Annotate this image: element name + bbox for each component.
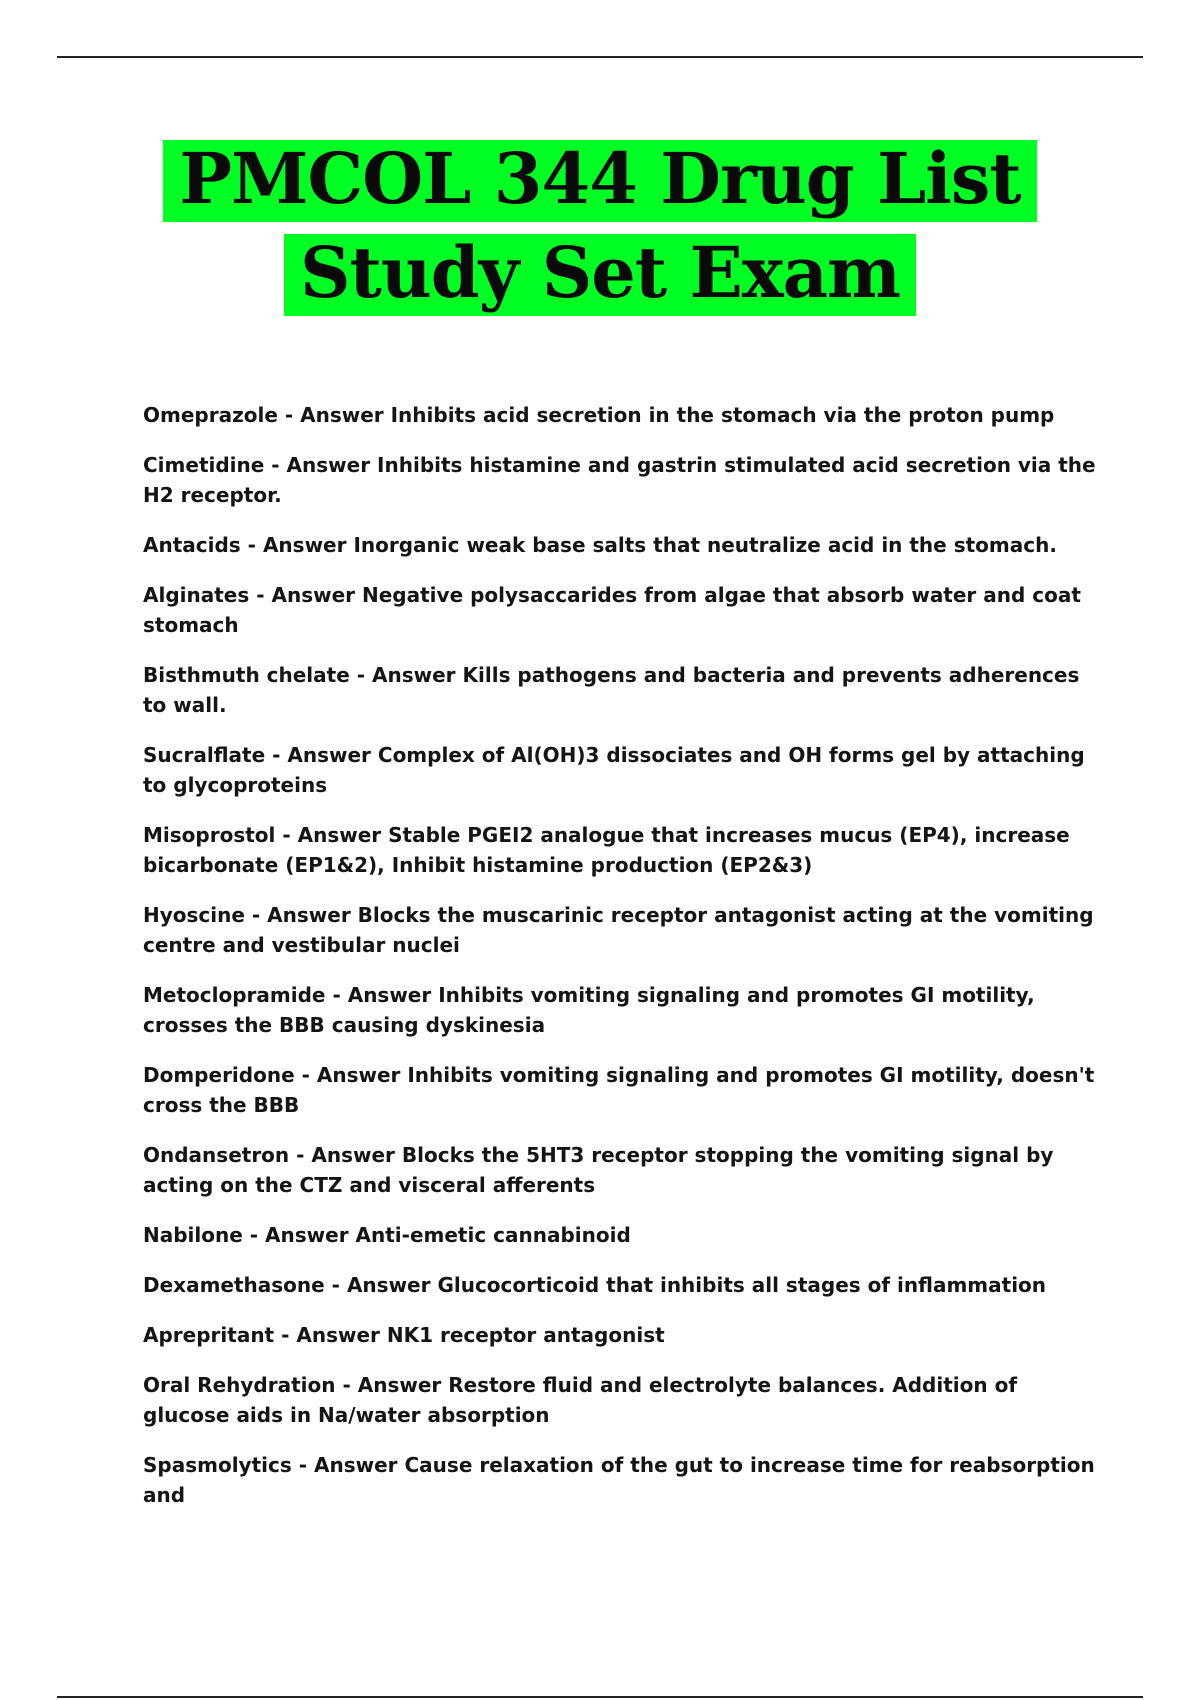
- title-line-2: Study Set Exam: [284, 234, 916, 316]
- drug-answer: Inhibits histamine and gastrin stimulated acid secretion via the H2 receptor.: [143, 453, 1096, 507]
- answer-separator: - Answer: [289, 1143, 402, 1167]
- answer-separator: - Answer: [277, 403, 391, 427]
- drug-entry: [143, 530, 1103, 560]
- drug-entry: [143, 1220, 1103, 1250]
- drug-term: Alginates: [143, 583, 250, 607]
- answer-separator: - Answer: [244, 903, 358, 927]
- answer-separator: - Answer: [335, 1373, 449, 1397]
- drug-entry: [143, 450, 1103, 510]
- drug-entry: [143, 1450, 1103, 1510]
- drug-term: Oral Rehydration: [143, 1373, 336, 1397]
- answer-separator: - Answer: [325, 983, 439, 1007]
- drug-term: Sucralflate: [143, 743, 266, 767]
- drug-answer: Inhibits vomiting signaling and promotes GI motility, doesn't cross the BBB: [143, 1063, 1095, 1117]
- drug-answer: Negative polysaccarides from algae that absorb water and coat stomach: [143, 583, 1081, 637]
- drug-term: Nabilone: [143, 1223, 243, 1247]
- drug-term: Hyoscine: [143, 903, 245, 927]
- document-title: [0, 137, 1200, 316]
- drug-answer: Inhibits vomiting signaling and promotes GI motility, crosses the BBB causing dyskinesia: [143, 983, 1035, 1037]
- drug-entry: [143, 900, 1103, 960]
- drug-term: Omeprazole: [143, 403, 278, 427]
- answer-separator: - Answer: [291, 1453, 405, 1477]
- answer-separator: - Answer: [240, 533, 354, 557]
- drug-answer: Kills pathogens and bacteria and prevents adherences to wall.: [143, 663, 1080, 717]
- drug-entry: [143, 400, 1103, 430]
- drug-entry: [143, 1060, 1103, 1120]
- drug-entry: [143, 1370, 1103, 1430]
- drug-term: Ondansetron: [143, 1143, 290, 1167]
- answer-separator: - Answer: [265, 743, 378, 767]
- drug-entry: [143, 1320, 1103, 1350]
- drug-entry: [143, 740, 1103, 800]
- drug-entry: [143, 660, 1103, 720]
- drug-term: Bisthmuth chelate: [143, 663, 350, 687]
- answer-separator: - Answer: [242, 1223, 356, 1247]
- drug-answer: Inhibits acid secretion in the stomach via the proton pump: [390, 403, 1055, 427]
- drug-entry: [143, 820, 1103, 880]
- drug-term: Aprepritant: [143, 1323, 275, 1347]
- drug-answer: Stable PGEI2 analogue that increases mucus (EP4), increase bicarbonate (EP1&2), Inhibit histamine production (EP2&3): [143, 823, 1070, 877]
- drug-answer: Glucocorticoid that inhibits all stages of inflammation: [437, 1273, 1047, 1297]
- drug-term: Misoprostol: [143, 823, 276, 847]
- answer-separator: - Answer: [264, 453, 378, 477]
- answer-separator: - Answer: [275, 823, 389, 847]
- answer-separator: - Answer: [249, 583, 362, 607]
- drug-entry: [143, 980, 1103, 1040]
- drug-answer: Blocks the 5HT3 receptor stopping the vomiting signal by acting on the CTZ and visceral afferents: [143, 1143, 1054, 1197]
- answer-separator: - Answer: [324, 1273, 438, 1297]
- drug-answer: Anti-emetic cannabinoid: [355, 1223, 631, 1247]
- drug-answer: NK1 receptor antagonist: [386, 1323, 665, 1347]
- drug-entry-list: [143, 400, 1103, 1530]
- drug-answer: Cause relaxation of the gut to increase time for reabsorption and: [143, 1453, 1095, 1507]
- drug-entry: [143, 1270, 1103, 1300]
- title-line-1: PMCOL 344 Drug List: [163, 140, 1036, 222]
- answer-separator: - Answer: [349, 663, 463, 687]
- drug-term: Dexamethasone: [143, 1273, 325, 1297]
- drug-term: Antacids: [143, 533, 241, 557]
- answer-separator: - Answer: [274, 1323, 387, 1347]
- drug-term: Cimetidine: [143, 453, 265, 477]
- top-rule: [57, 56, 1143, 58]
- drug-term: Spasmolytics: [143, 1453, 292, 1477]
- bottom-rule: [57, 1696, 1143, 1698]
- drug-entry: [143, 580, 1103, 640]
- drug-term: Metoclopramide: [143, 983, 326, 1007]
- drug-answer: Inorganic weak base salts that neutralize acid in the stomach.: [353, 533, 1057, 557]
- drug-answer: Blocks the muscarinic receptor antagonist acting at the vomiting centre and vestibular nuclei: [143, 903, 1094, 957]
- drug-answer: Restore fluid and electrolyte balances. Addition of glucose aids in Na/water absorption: [143, 1373, 1018, 1427]
- answer-separator: - Answer: [294, 1063, 408, 1087]
- drug-term: Domperidone: [143, 1063, 295, 1087]
- drug-answer: Complex of Al(OH)3 dissociates and OH forms gel by attaching to glycoproteins: [143, 743, 1085, 797]
- drug-entry: [143, 1140, 1103, 1200]
